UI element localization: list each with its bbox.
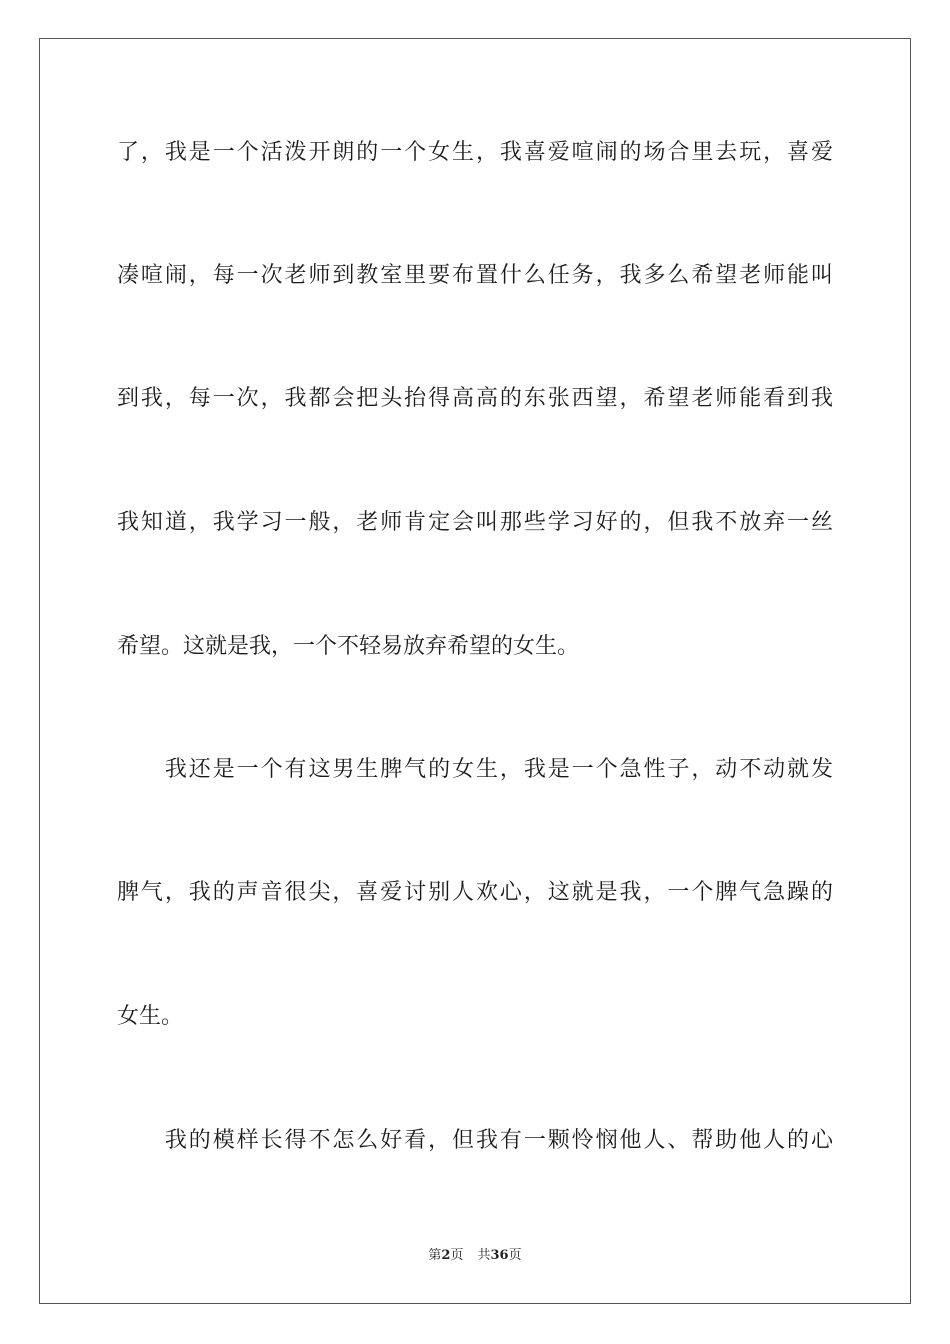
- footer-total-suffix: 页: [508, 1248, 522, 1263]
- footer-page-number: 2: [441, 1248, 451, 1263]
- footer-total-number: 36: [490, 1248, 509, 1263]
- body-text-line-7: 脾气，我的声音很尖，喜爱讨别人欢心，这就是我，一个脾气急躁的: [117, 880, 833, 905]
- page-border: [39, 38, 911, 1304]
- footer-total-prefix: 共: [477, 1248, 491, 1263]
- body-text-line-3: 到我，每一次，我都会把头抬得高高的东张西望，希望老师能看到我: [117, 386, 833, 411]
- footer-page-suffix: 页: [450, 1248, 464, 1263]
- footer-page-prefix: 第: [428, 1248, 442, 1263]
- body-text-line-4: 我知道，我学习一般，老师肯定会叫那些学习好的，但我不放弃一丝: [117, 510, 833, 535]
- body-text-line-8: 女生。: [117, 1004, 184, 1029]
- body-text-line-1: 了，我是一个活泼开朗的一个女生，我喜爱喧闹的场合里去玩，喜爱: [117, 140, 833, 165]
- body-text-line-9: 我的模样长得不怎么好看，但我有一颗怜悯他人、帮助他人的心: [117, 1128, 833, 1153]
- body-text-line-5: 希望。这就是我，一个不轻易放弃希望的女生。: [117, 634, 580, 659]
- body-text-line-2: 凑喧闹，每一次老师到教室里要布置什么任务，我多么希望老师能叫: [117, 263, 833, 288]
- body-text-line-6: 我还是一个有这男生脾气的女生，我是一个急性子，动不动就发: [117, 757, 833, 782]
- page-footer: [0, 1246, 950, 1266]
